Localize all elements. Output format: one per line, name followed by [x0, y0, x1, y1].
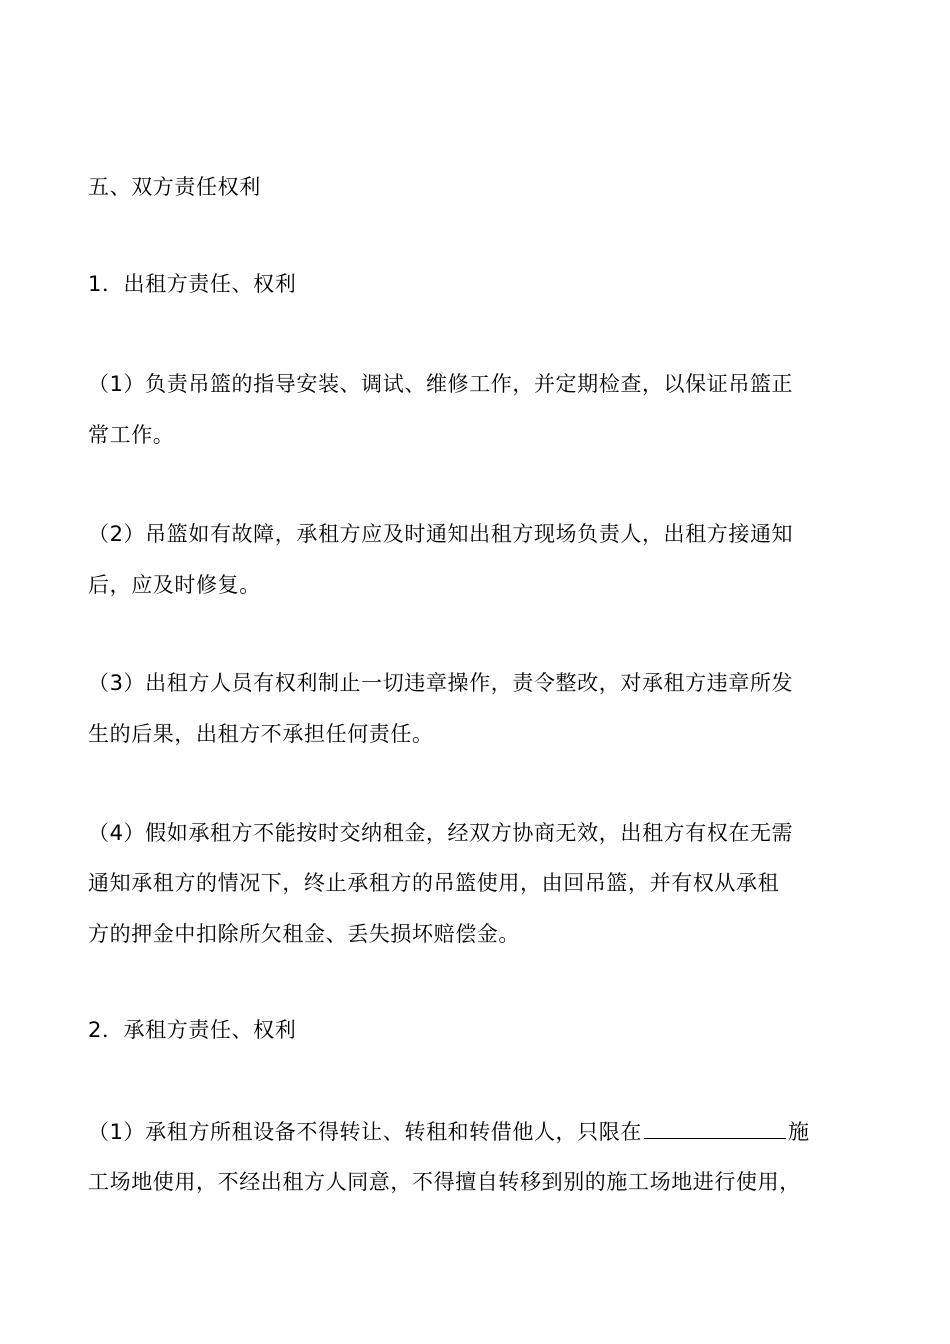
subsection-heading-lessee: 2．承租方责任、权利 — [88, 1018, 297, 1042]
paragraph-line: 常工作。 — [88, 423, 175, 447]
paragraph-line: （2）吊篮如有故障，承租方应及时通知出租方现场负责人，出租方接通知 — [88, 522, 794, 546]
paragraph-text: 施 — [787, 1120, 810, 1144]
paragraph-line — [88, 1117, 810, 1147]
paragraph-line: 方的押金中扣除所欠租金、丢失损坏赔偿金。 — [88, 922, 520, 946]
section-heading: 五、双方责任权利 — [88, 175, 261, 199]
paragraph-text: （1）承租方所租设备不得转让、转租和转借他人，只限在 — [88, 1120, 642, 1144]
paragraph-line: （1）负责吊篮的指导安装、调试、维修工作，并定期检查，以保证吊篮正 — [88, 372, 794, 396]
paragraph-line: 工场地使用，不经出租方人同意，不得擅自转移到别的施工场地进行使用， — [88, 1170, 801, 1194]
fill-in-blank — [644, 1118, 786, 1139]
paragraph-line: 后，应及时修复。 — [88, 573, 261, 597]
paragraph-line: 生的后果，出租方不承担任何责任。 — [88, 722, 434, 746]
paragraph-line: 通知承租方的情况下，终止承租方的吊篮使用，由回吊篮，并有权从承租 — [88, 871, 780, 895]
paragraph-line: （3）出租方人员有权利制止一切违章操作，责令整改，对承租方违章所发 — [88, 671, 794, 695]
subsection-heading-lessor: 1．出租方责任、权利 — [88, 272, 297, 296]
paragraph-line: （4）假如承租方不能按时交纳租金，经双方协商无效，出租方有权在无需 — [88, 821, 794, 845]
